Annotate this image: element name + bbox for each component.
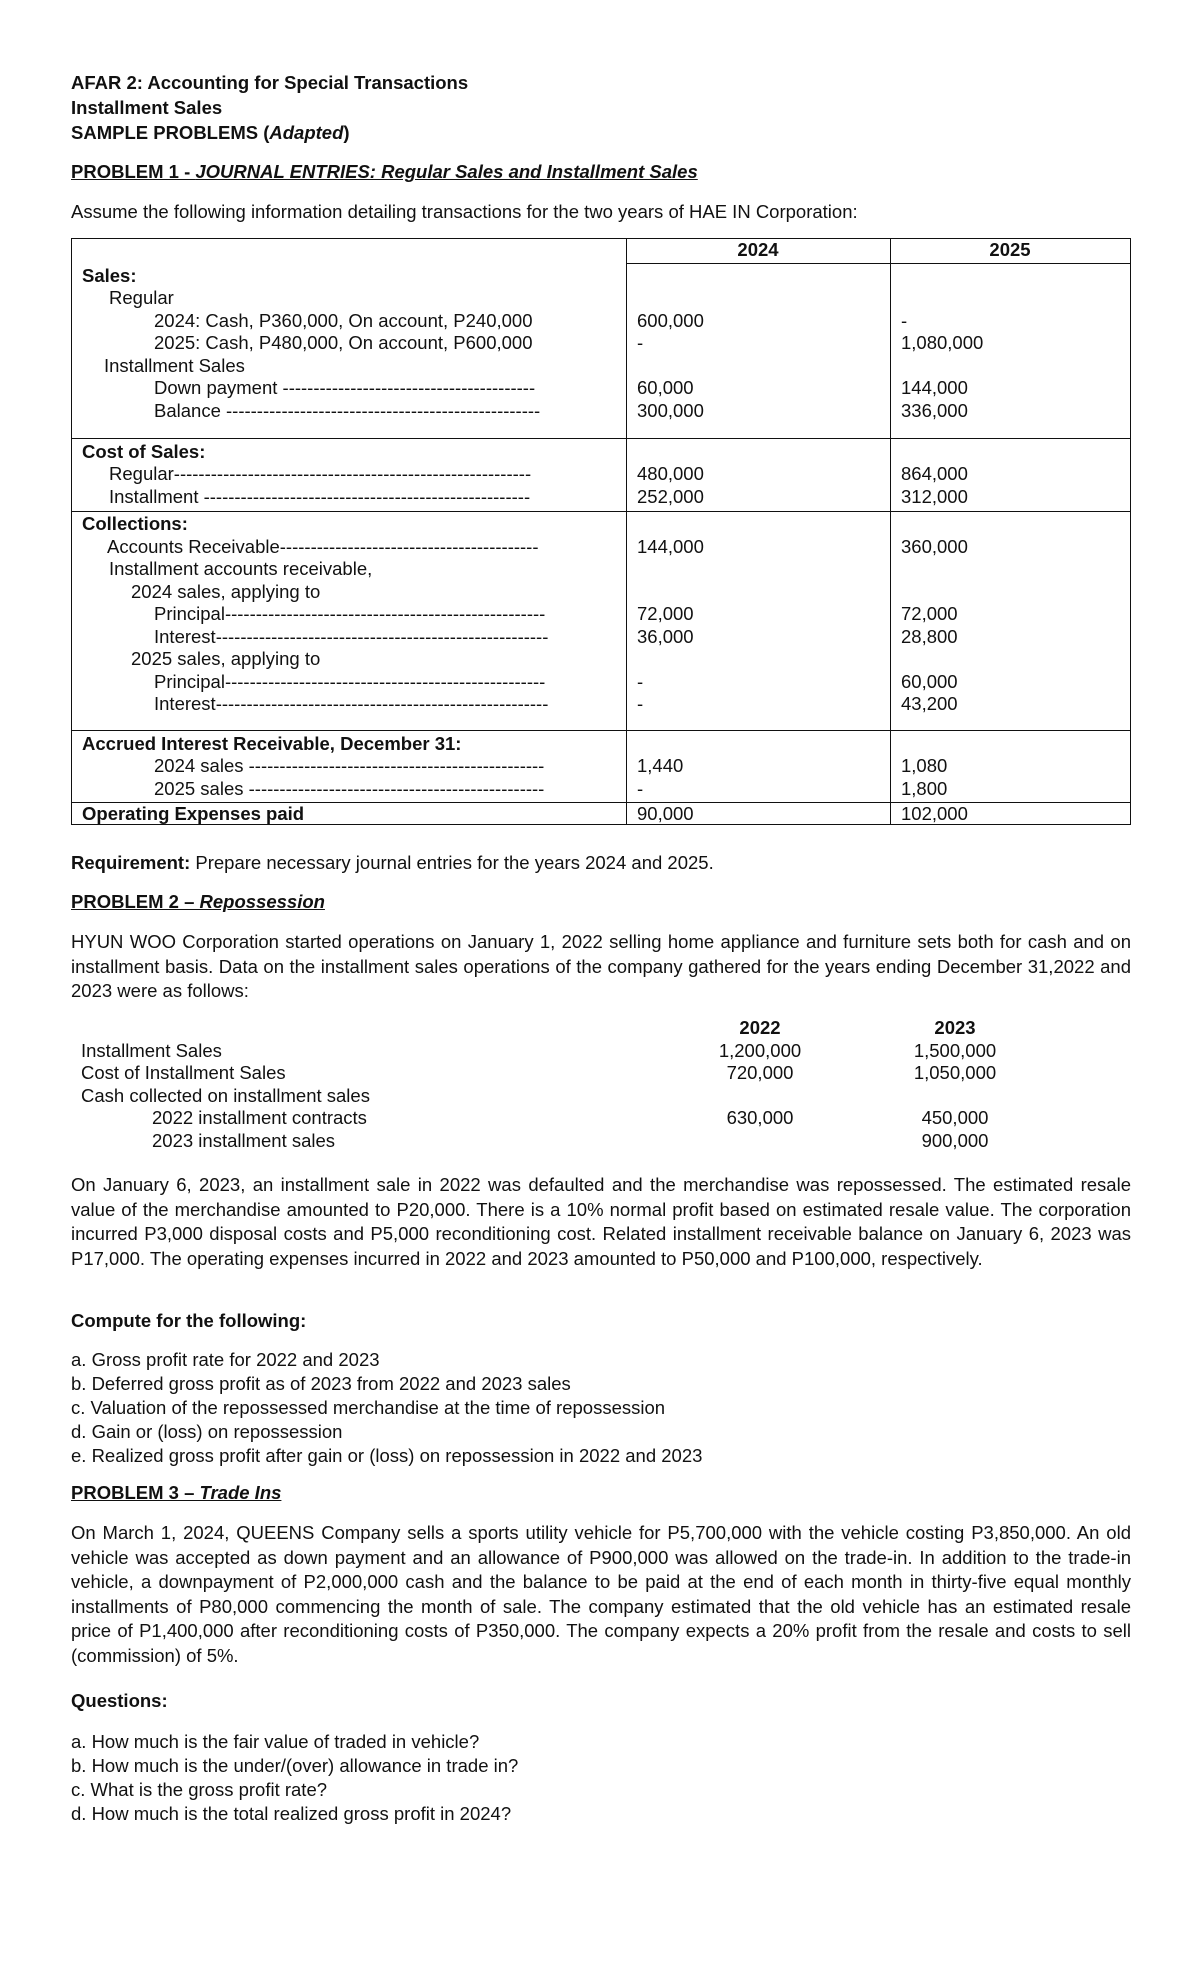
problem2-item: a. Gross profit rate for 2022 and 2023 xyxy=(71,1349,380,1370)
cell-2025: 60,000 xyxy=(901,671,958,692)
table-divider xyxy=(626,263,1130,264)
cell-2024: 144,000 xyxy=(637,536,704,557)
cell-2025: 144,000 xyxy=(901,377,968,398)
column-header-2024: 2024 xyxy=(737,239,779,260)
cell-2025: - xyxy=(901,310,908,331)
course-title: AFAR 2: Accounting for Special Transactions xyxy=(71,72,469,93)
row-label: Down payment ----------------------------------------- xyxy=(154,377,536,398)
p2-row-label: Cash collected on installment sales xyxy=(81,1085,370,1106)
row-label: Regular---------------------------------------------------------- xyxy=(109,463,532,484)
cell-2025: 28,800 xyxy=(901,626,958,647)
problem1-table xyxy=(71,238,1131,825)
problem3-narrative: On March 1, 2024, QUEENS Company sells a sports utility vehicle for P5,700,000 with the vehicle costing P3,850,000. An old vehicle was accepted as down payment and an allowance of P900,000 was allowed on the trade-in. In addition to the trade-in vehicle, a downpayment of P2,000,000 cash and the balance to be paid at the end of each month in thirty-five equal monthly installments of P80,000 commencing the month of sale. The company estimated that the old vehicle has an estimated resale price of P1,400,000 after reconditioning costs of P350,000. The company expects a 20% profit from the resale and costs to sell (commission) of 5%. xyxy=(71,1522,1131,1666)
problem3-item: a. How much is the fair value of traded in vehicle? xyxy=(71,1731,480,1752)
row-label: Accounts Receivable------------------------------------------ xyxy=(107,536,539,557)
row-label: Principal---------------------------------------------------- xyxy=(154,603,546,624)
problem2-item: e. Realized gross profit after gain or (loss) on repossession in 2022 and 2023 xyxy=(71,1445,703,1466)
problem1-title: PROBLEM 1 - JOURNAL ENTRIES: Regular Sales and Installment Sales xyxy=(71,161,698,182)
column-header-2022: 2022 xyxy=(739,1017,781,1038)
row-label: Regular xyxy=(109,287,174,308)
cell-2024: 72,000 xyxy=(637,603,694,624)
table-divider xyxy=(890,239,891,824)
row-label: 2024 sales, applying to xyxy=(131,581,321,602)
cell-2025: 312,000 xyxy=(901,486,968,507)
problem2-compute-heading: Compute for the following: xyxy=(71,1310,307,1331)
cell-2025: 1,800 xyxy=(901,778,948,799)
p2-cell-2023: 900,000 xyxy=(921,1130,989,1151)
problem3-item: b. How much is the under/(over) allowance in trade in? xyxy=(71,1755,519,1776)
problem3-questions-heading: Questions: xyxy=(71,1690,168,1711)
row-label: Principal---------------------------------------------------- xyxy=(154,671,546,692)
problem3-title: PROBLEM 3 – Trade Ins xyxy=(71,1482,282,1503)
row-label: Operating Expenses paid xyxy=(82,803,305,824)
cell-2025: 1,080,000 xyxy=(901,332,984,353)
row-label: 2024 sales ------------------------------------------------ xyxy=(154,755,545,776)
problem2-narrative: On January 6, 2023, an installment sale in 2022 was defaulted and the merchandise was repossessed. The estimated resale value of the merchandise amounted to P20,000. There is a 10% normal profit based on estimated resale value. The corporation incurred P3,000 disposal costs and P5,000 reconditioning cost. Related installment receivable balance on January 6, 2023 was P17,000. The operating expenses incurred in 2022 and 2023 amounted to P50,000 and P100,000, respectively. xyxy=(71,1174,1131,1269)
table-divider xyxy=(72,730,1130,731)
row-label: 2025 sales ------------------------------------------------ xyxy=(154,778,545,799)
cell-2024: - xyxy=(637,332,644,353)
problem2-intro: HYUN WOO Corporation started operations on January 1, 2022 selling home appliance and furniture sets both for cash and on installment basis. Data on the installment sales operations of the company gathered for the years ending December 31,2022 and 2023 were as follows: xyxy=(71,931,1131,1001)
cell-2025: 43,200 xyxy=(901,693,958,714)
table-divider xyxy=(626,239,627,824)
p2-cell-2022: 1,200,000 xyxy=(718,1040,802,1061)
row-label: Cost of Sales: xyxy=(82,441,206,462)
cell-2024: - xyxy=(637,671,644,692)
p2-row-label: 2022 installment contracts xyxy=(152,1107,367,1128)
p2-row-label: Cost of Installment Sales xyxy=(81,1062,286,1083)
row-label: Interest------------------------------------------------------ xyxy=(154,626,549,647)
row-label: Collections: xyxy=(82,513,188,534)
cell-2024: 60,000 xyxy=(637,377,694,398)
problem2-item: b. Deferred gross profit as of 2023 from 2022 and 2023 sales xyxy=(71,1373,571,1394)
p2-cell-2023: 450,000 xyxy=(921,1107,989,1128)
cell-2024: 36,000 xyxy=(637,626,694,647)
row-label: Balance --------------------------------------------------- xyxy=(154,400,541,421)
column-header-2025: 2025 xyxy=(989,239,1031,260)
cell-2025: 360,000 xyxy=(901,536,968,557)
cell-2025: 102,000 xyxy=(901,803,968,824)
cell-2024: 600,000 xyxy=(637,310,704,331)
problem1-intro: Assume the following information detailing transactions for the two years of HAE IN Corporation: xyxy=(71,201,858,222)
cell-2024: 1,440 xyxy=(637,755,684,776)
cell-2024: 480,000 xyxy=(637,463,704,484)
column-header-2023: 2023 xyxy=(934,1017,976,1038)
p2-row-label: Installment Sales xyxy=(81,1040,222,1061)
cell-2024: 300,000 xyxy=(637,400,704,421)
row-label: Installment accounts receivable, xyxy=(109,558,373,579)
p2-cell-2022: 630,000 xyxy=(726,1107,794,1128)
row-label: Installment ----------------------------------------------------- xyxy=(109,486,531,507)
problem2-title: PROBLEM 2 – Repossession xyxy=(71,891,325,912)
problem2-item: c. Valuation of the repossessed merchandise at the time of repossession xyxy=(71,1397,666,1418)
problem2-item: d. Gain or (loss) on repossession xyxy=(71,1421,343,1442)
sample-problems-title: SAMPLE PROBLEMS (Adapted) xyxy=(71,122,350,143)
row-label: 2025 sales, applying to xyxy=(131,648,321,669)
row-label: Sales: xyxy=(82,265,137,286)
problem1-requirement: Requirement: Prepare necessary journal entries for the years 2024 and 2025. xyxy=(71,852,714,873)
cell-2024: - xyxy=(637,693,644,714)
row-label: Interest------------------------------------------------------ xyxy=(154,693,549,714)
cell-2025: 864,000 xyxy=(901,463,968,484)
cell-2025: 336,000 xyxy=(901,400,968,421)
cell-2025: 72,000 xyxy=(901,603,958,624)
table-divider xyxy=(72,438,1130,439)
problem3-item: d. How much is the total realized gross profit in 2024? xyxy=(71,1803,512,1824)
cell-2024: 90,000 xyxy=(637,803,694,824)
row-label: 2025: Cash, P480,000, On account, P600,000 xyxy=(154,332,533,353)
table-divider xyxy=(72,511,1130,512)
p2-cell-2023: 1,050,000 xyxy=(913,1062,997,1083)
cell-2024: 252,000 xyxy=(637,486,704,507)
topic-title: Installment Sales xyxy=(71,97,223,118)
cell-2024: - xyxy=(637,778,644,799)
row-label: Installment Sales xyxy=(104,355,245,376)
problem3-item: c. What is the gross profit rate? xyxy=(71,1779,328,1800)
p2-cell-2023: 1,500,000 xyxy=(913,1040,997,1061)
cell-2025: 1,080 xyxy=(901,755,948,776)
p2-row-label: 2023 installment sales xyxy=(152,1130,336,1151)
row-label: 2024: Cash, P360,000, On account, P240,000 xyxy=(154,310,533,331)
p2-cell-2022: 720,000 xyxy=(726,1062,794,1083)
row-label: Accrued Interest Receivable, December 31: xyxy=(82,733,462,754)
